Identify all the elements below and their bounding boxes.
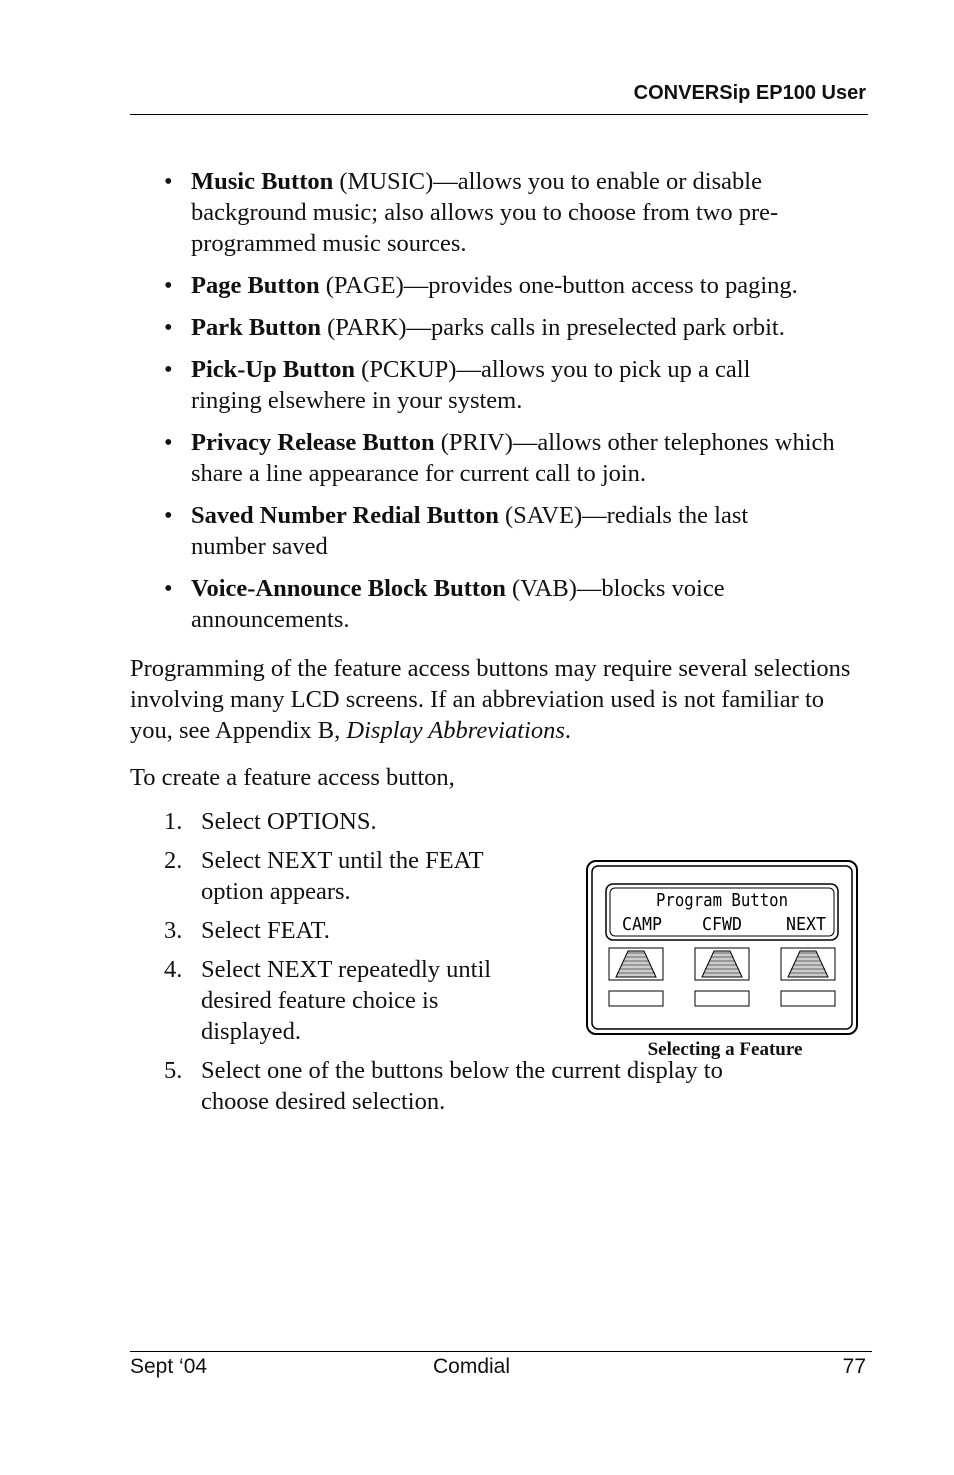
page-header-title: CONVERSip EP100 User: [633, 82, 866, 104]
step-item: [164, 1055, 761, 1117]
step-item: [164, 915, 531, 946]
lcd-option-cfwd: CFWD: [702, 914, 742, 935]
definition: (PRIV)—allows other telephones which share a line appearance for current call to join.: [191, 429, 835, 487]
lcd-option-next: NEXT: [786, 914, 827, 935]
list-item: [164, 166, 864, 259]
step-text: Select OPTIONS.: [201, 808, 377, 835]
definition: (VAB)—blocks voice announcements.: [191, 575, 725, 633]
term: Privacy Release Button: [191, 429, 435, 456]
definition: (PAGE)—provides one-button access to paging.: [319, 272, 798, 299]
definition: (PCKUP)—allows you to pick up a call ringing elsewhere in your system.: [191, 356, 751, 414]
bullet-icon: •: [164, 502, 173, 529]
step-text: Select one of the buttons below the current display to choose desired selection.: [201, 1057, 723, 1115]
softkey-next[interactable]: [781, 948, 835, 980]
bullet-icon: •: [164, 429, 173, 456]
bullet-icon: •: [164, 168, 173, 195]
term: Saved Number Redial Button: [191, 502, 499, 529]
definition: (SAVE)—redials the last number saved: [191, 502, 749, 560]
page-number: 77: [842, 1355, 866, 1378]
feature-button-list: [164, 166, 864, 646]
step-item: [164, 954, 531, 1047]
phone-display-illustration: [586, 860, 858, 1035]
lcd-title: Program Button: [656, 890, 788, 911]
step-number: 4.: [164, 956, 183, 983]
softkey-cfwd[interactable]: [695, 948, 749, 980]
appendix-reference: Display Abbreviations: [346, 717, 565, 744]
intro-paragraph: [130, 653, 868, 746]
step-number: 5.: [164, 1057, 183, 1084]
definition: (MUSIC)—allows you to enable or disable background music; also allows you to choose from two pre-programmed music sources.: [191, 168, 779, 257]
list-item: [164, 312, 864, 343]
step-text: Select NEXT repeatedly until desired feature choice is displayed.: [201, 956, 492, 1045]
step-item: [164, 845, 531, 907]
figure-caption: Selecting a Feature: [647, 1039, 803, 1060]
step-number: 1.: [164, 808, 183, 835]
term: Pick-Up Button: [191, 356, 356, 383]
definition: (PARK)—parks calls in preselected park orbit.: [321, 314, 785, 341]
list-item: [164, 500, 821, 562]
softkey-label-slot: [695, 991, 749, 1006]
list-item: [164, 354, 801, 416]
step-item: [164, 806, 531, 837]
lcd-option-camp: CAMP: [622, 914, 663, 935]
softkey-label-slot: [609, 991, 663, 1006]
term: Music Button: [191, 168, 334, 195]
list-item: [164, 573, 791, 635]
paragraph-text: Programming of the feature access buttons may require several selections involving many LCD screens. If an abbreviation used is not familiar to you, see Appendix B,: [130, 655, 851, 744]
header-rule: [130, 114, 868, 115]
step-number: 3.: [164, 917, 183, 944]
step-text: Select FEAT.: [201, 917, 330, 944]
footer-publisher: Comdial: [433, 1355, 511, 1378]
term: Page Button: [191, 272, 320, 299]
term: Voice-Announce Block Button: [191, 575, 506, 602]
step-number: 2.: [164, 847, 183, 874]
footer-date: Sept ‘04: [130, 1355, 208, 1378]
softkey-label-slot: [781, 991, 835, 1006]
bullet-icon: •: [164, 575, 173, 602]
list-item: [164, 427, 841, 489]
softkey-camp[interactable]: [609, 948, 663, 980]
term: Park Button: [191, 314, 322, 341]
step-text: Select NEXT until the FEAT option appears.: [201, 847, 484, 905]
bullet-icon: •: [164, 314, 173, 341]
footer-rule: [130, 1351, 872, 1352]
bullet-icon: •: [164, 272, 173, 299]
steps-intro: To create a feature access button,: [130, 764, 455, 791]
bullet-icon: •: [164, 356, 173, 383]
paragraph-end: .: [564, 717, 571, 744]
list-item: [164, 270, 864, 301]
